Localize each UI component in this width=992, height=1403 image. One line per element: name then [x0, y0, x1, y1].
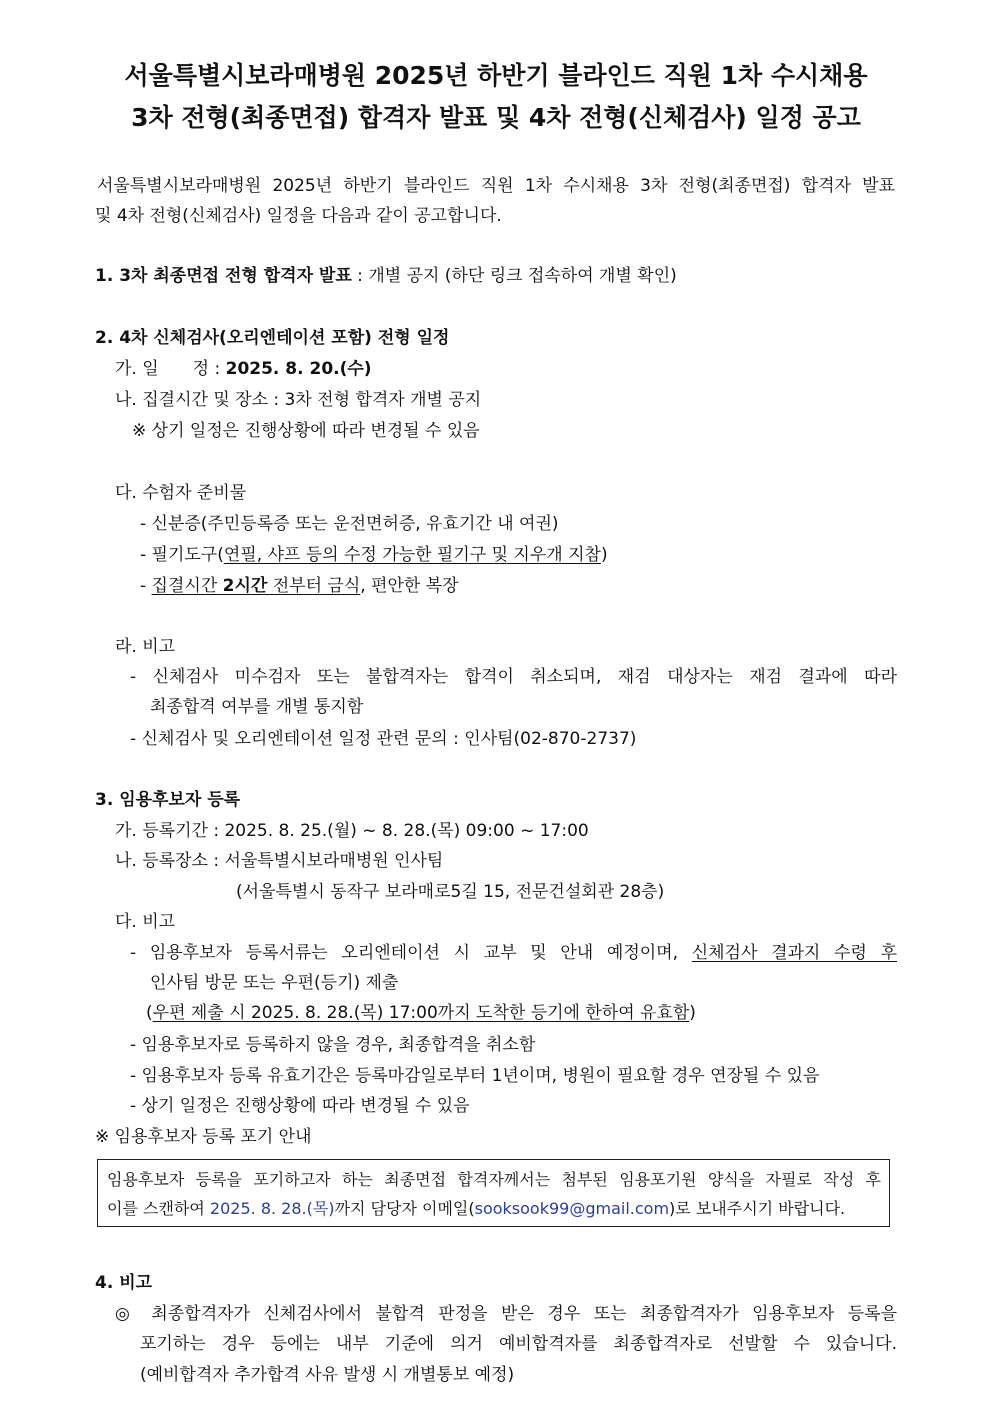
section1	[95, 264, 677, 288]
remark1-text: - 임용후보자 등록서류는 오리엔테이션 시 교부 및 안내 예정이며,	[130, 943, 692, 963]
schedule-date: 2025. 8. 20.(수)	[225, 359, 372, 379]
remark1-paren-open: (	[146, 1003, 153, 1023]
section3-remark1-line1	[130, 941, 897, 965]
prep-item3-prefix: -	[140, 576, 152, 596]
remark1-underlined: 신체검사 결과지 수령 후	[691, 943, 897, 963]
section4-line1: ◎ 최종합격자가 신체검사에서 불합격 판정을 받은 경우 또는 최종합격자가 임용후보자 등록을	[115, 1304, 897, 1324]
prep-item3-u2: 전부터 금식	[267, 576, 361, 596]
prep-item-fasting	[140, 574, 459, 598]
box-deadline-date: 2025. 8. 28.(목)	[209, 1199, 335, 1218]
section3-remark1-line2: 인사팀 방문 또는 우편(등기) 제출	[150, 973, 399, 993]
page-title-line1: 서울특별시보라매병원 2025년 하반기 블라인드 직원 1차 수시채용	[124, 61, 868, 90]
prep-item3-suffix: , 편안한 복장	[360, 576, 459, 596]
section2-note: ※ 상기 일정은 진행상황에 따라 변경될 수 있음	[132, 421, 480, 441]
box-line2-prefix: 이를 스캔하여	[107, 1199, 210, 1218]
registration-place: 나. 등록장소 : 서울특별시보라매병원 인사팀	[115, 851, 444, 871]
giveup-box-line1: 임용후보자 등록을 포기하고자 하는 최종면접 합격자께서는 첨부된 임용포기원 양식을 자필로 작성 후	[107, 1170, 881, 1189]
section3-remark3: - 임용후보자 등록 유효기간은 등록마감일로부터 1년이며, 병원이 필요할 경우 연장될 수 있음	[130, 1066, 820, 1086]
box-line2-mid: 까지 담당자 이메일(	[334, 1199, 475, 1218]
box-line2-suffix: )로 보내주시기 바랍니다.	[669, 1199, 846, 1218]
prep-item-writing-tools	[140, 543, 608, 567]
giveup-box-line2	[107, 1197, 845, 1221]
prep-item3-u1: 집결시간	[151, 576, 223, 596]
remark1-paren-close: )	[689, 1003, 696, 1023]
contact-email[interactable]: sooksook99@gmail.com	[474, 1199, 670, 1218]
section1-text: : 개별 공지 (하단 링크 접속하여 개별 확인)	[351, 266, 677, 286]
registration-address: (서울특별시 동작구 보라매로5길 15, 전문건설회관 28층)	[236, 882, 665, 902]
section4-line3: (예비합격자 추가합격 사유 발생 시 개별통보 예정)	[140, 1365, 515, 1385]
remarks-heading: 라. 비고	[115, 637, 176, 657]
section3-remark2: - 임용후보자로 등록하지 않을 경우, 최종합격을 취소함	[130, 1035, 536, 1055]
schedule-label: 가. 일 정 :	[115, 359, 226, 379]
section2-schedule	[115, 357, 372, 381]
prep-heading: 다. 수험자 준비물	[115, 483, 247, 503]
section4-heading: 4. 비고	[95, 1273, 153, 1293]
remarks-1-line1: - 신체검사 미수검자 또는 불합격자는 합격이 취소되며, 재검 대상자는 재검 결과에 따라	[130, 667, 897, 687]
prep-item2-suffix: )	[600, 545, 608, 565]
section3-remark4: - 상기 일정은 진행상황에 따라 변경될 수 있음	[130, 1096, 470, 1116]
section2-heading: 2. 4차 신체검사(오리엔테이션 포함) 전형 일정	[95, 328, 450, 348]
section3-heading: 3. 임용후보자 등록	[95, 790, 241, 810]
intro-line2: 및 4차 전형(신체검사) 일정을 다음과 같이 공고합니다.	[95, 206, 502, 226]
intro-line1: 서울특별시보라매병원 2025년 하반기 블라인드 직원 1차 수시채용 3차 전형(최종면접) 합격자 발표	[97, 176, 895, 196]
prep-item2-underlined: 연필, 샤프 등의 수정 가능한 필기구 및 지우개 지참	[223, 545, 601, 565]
remarks-2: - 신체검사 및 오리엔테이션 일정 관련 문의 : 인사팀(02-870-2737)	[130, 729, 637, 749]
prep-item2-prefix: - 필기도구(	[140, 545, 224, 565]
registration-period: 가. 등록기간 : 2025. 8. 25.(월) ~ 8. 28.(목) 09:00 ~ 17:00	[115, 821, 589, 841]
section2-place: 나. 집결시간 및 장소 : 3차 전형 합격자 개별 공지	[115, 390, 482, 410]
section1-heading: 1. 3차 최종면접 전형 합격자 발표	[95, 266, 352, 286]
remark1-postal-note: 우편 제출 시 2025. 8. 28.(목) 17:00까지 도착한 등기에 한하여 유효함	[152, 1003, 690, 1023]
prep-item-id: - 신분증(주민등록증 또는 운전면허증, 유효기간 내 여권)	[140, 514, 559, 534]
section4-line2: 포기하는 경우 등에는 내부 기준에 의거 예비합격자를 최종합격자로 선발할 수 있습니다.	[140, 1334, 897, 1354]
section3-remark1-line3	[146, 1001, 696, 1025]
prep-item3-bold: 2시간	[222, 576, 268, 596]
page-title-line2: 3차 전형(최종면접) 합격자 발표 및 4차 전형(신체검사) 일정 공고	[131, 103, 861, 132]
section3-remarks-heading: 다. 비고	[115, 912, 176, 932]
remarks-1-line2: 최종합격 여부를 개별 통지함	[150, 697, 364, 717]
giveup-heading: ※ 임용후보자 등록 포기 안내	[95, 1127, 312, 1147]
